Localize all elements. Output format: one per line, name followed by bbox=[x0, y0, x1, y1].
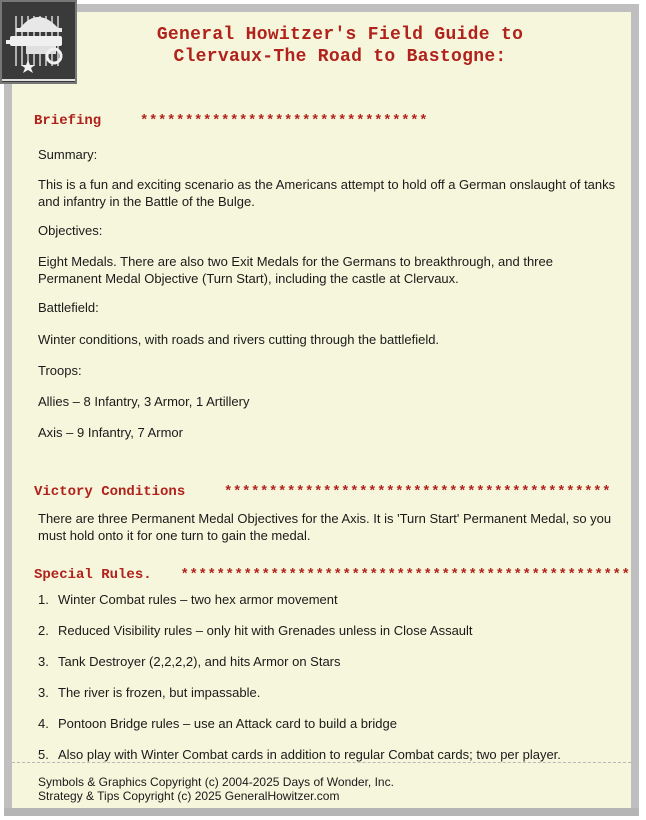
victory-heading-label: Victory Conditions bbox=[34, 484, 186, 500]
briefing-heading bbox=[34, 113, 428, 129]
battlefield-label: Battlefield: bbox=[38, 300, 99, 315]
rule-text: Tank Destroyer (2,2,2,2), and hits Armor on Stars bbox=[58, 654, 341, 669]
rule-item bbox=[38, 653, 341, 670]
troops-axis: Axis – 9 Infantry, 7 Armor bbox=[38, 425, 183, 440]
special-rules-stars: ************************************************** bbox=[180, 567, 631, 583]
rule-item bbox=[38, 622, 473, 639]
rule-text: Reduced Visibility rules – only hit with Grenades unless in Close Assault bbox=[58, 623, 473, 638]
battlefield-text: Winter conditions, with roads and rivers cutting through the battlefield. bbox=[38, 332, 440, 347]
victory-text: There are three Permanent Medal Objectives for the Axis. It is 'Turn Start' Permanent Medal, so you must hold onto it for one turn to gain the medal. bbox=[38, 511, 612, 543]
briefing-heading-label: Briefing bbox=[34, 113, 102, 129]
rule-number: 5. bbox=[38, 747, 49, 762]
summary-text: This is a fun and exciting scenario as the Americans attempt to hold off a German onslaught of tanks and infantry in the Battle of the Bulge. bbox=[38, 177, 616, 209]
rule-number: 1. bbox=[38, 592, 49, 607]
objectives-label: Objectives: bbox=[38, 223, 103, 238]
victory-stars: ******************************************* bbox=[224, 484, 612, 500]
title-line-1: General Howitzer's Field Guide to bbox=[156, 25, 524, 45]
rule-number: 3. bbox=[38, 685, 49, 700]
footer-divider bbox=[12, 762, 631, 763]
special-rules-heading-label: Special Rules. bbox=[34, 567, 152, 583]
rule-text: Pontoon Bridge rules – use an Attack card to build a bridge bbox=[58, 716, 397, 731]
page-title bbox=[90, 24, 590, 68]
objectives-text: Eight Medals. There are also two Exit Medals for the Germans to breakthrough, and three Permanent Medal Objective (Turn Start), including the castle at Clervaux. bbox=[38, 254, 553, 286]
rule-item bbox=[38, 591, 338, 608]
briefing-stars: ******************************** bbox=[140, 113, 429, 129]
rule-item bbox=[38, 684, 260, 701]
footer-copyright-2: Strategy & Tips Copyright (c) 2025 GeneralHowitzer.com bbox=[38, 789, 340, 803]
troops-allies: Allies – 8 Infantry, 3 Armor, 1 Artillery bbox=[38, 394, 250, 409]
rule-item bbox=[38, 715, 397, 732]
rule-text: Winter Combat rules – two hex armor movement bbox=[58, 592, 338, 607]
rule-text: Also play with Winter Combat cards in addition to regular Combat cards; two per player. bbox=[58, 747, 561, 762]
rule-text: The river is frozen, but impassable. bbox=[58, 685, 261, 700]
title-line-2: Clervaux-The Road to Bastogne: bbox=[173, 47, 507, 67]
summary-label: Summary: bbox=[38, 147, 98, 162]
howitzer-helmet-star-icon bbox=[0, 0, 77, 84]
victory-heading bbox=[34, 484, 611, 500]
frame-bottom-border bbox=[4, 808, 639, 816]
rule-item bbox=[38, 746, 561, 763]
rule-number: 3. bbox=[38, 654, 49, 669]
rule-number: 2. bbox=[38, 623, 49, 638]
troops-label: Troops: bbox=[38, 363, 82, 378]
special-rules-heading bbox=[34, 567, 631, 583]
rule-number: 4. bbox=[38, 716, 49, 731]
footer-copyright-1: Symbols & Graphics Copyright (c) 2004-2025 Days of Wonder, Inc. bbox=[38, 775, 394, 789]
